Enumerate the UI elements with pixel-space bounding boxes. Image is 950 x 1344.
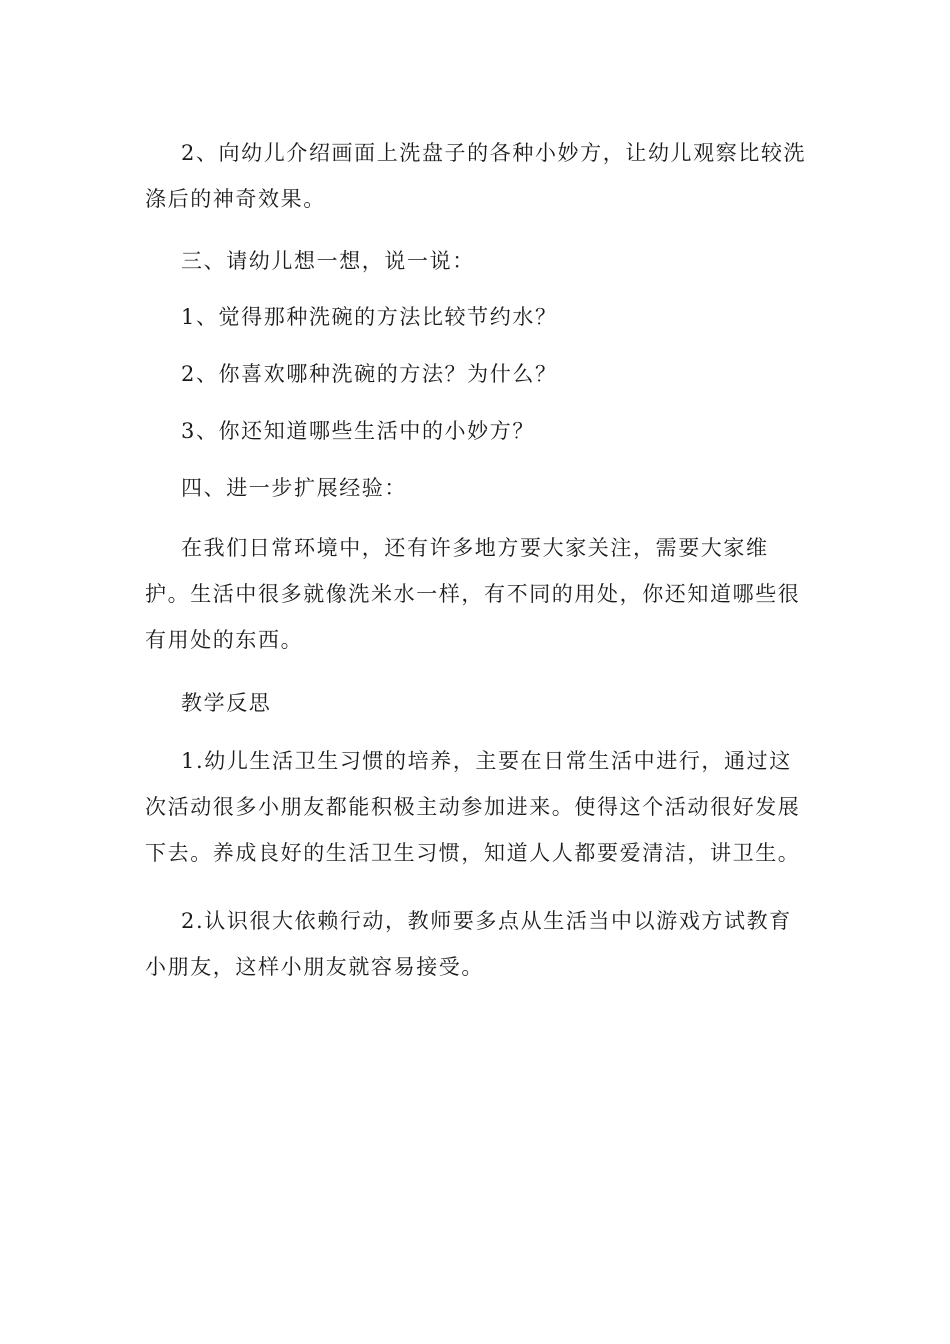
- heading-reflection: 教学反思: [181, 691, 272, 715]
- reflection-point-1: 1.幼儿生活卫生习惯的培养，主要在日常生活中进行，通过这次活动很多小朋友都能积极主动参加进来。使得这个活动很好发展下去。养成良好的生活卫生习惯，知道人人都要爱清洁，讲卫生。: [145, 749, 801, 865]
- paragraph-step-2-intro: 2、向幼儿介绍画面上洗盘子的各种小妙方，让幼儿观察比较洗涤后的神奇效果。: [145, 141, 807, 211]
- question-3: 3、你还知道哪些生活中的小妙方？: [181, 419, 535, 443]
- reflection-point-2: 2.认识很大依赖行动，教师要多点从生活当中以游戏方试教育小朋友，这样小朋友就容易接受。: [145, 909, 792, 979]
- section-heading-4: 四、进一步扩展经验：: [181, 476, 407, 500]
- question-2: 2、你喜欢哪种洗碗的方法？为什么？: [181, 362, 558, 386]
- question-1: 1、觉得那种洗碗的方法比较节约水？: [181, 305, 558, 329]
- section-heading-3: 三、请幼儿想一想，说一说：: [181, 249, 475, 273]
- paragraph-extension: 在我们日常环境中，还有许多地方要大家关注，需要大家维护。生活中很多就像洗米水一样，有不同的用处，你还知道哪些很有用处的东西。: [145, 536, 801, 652]
